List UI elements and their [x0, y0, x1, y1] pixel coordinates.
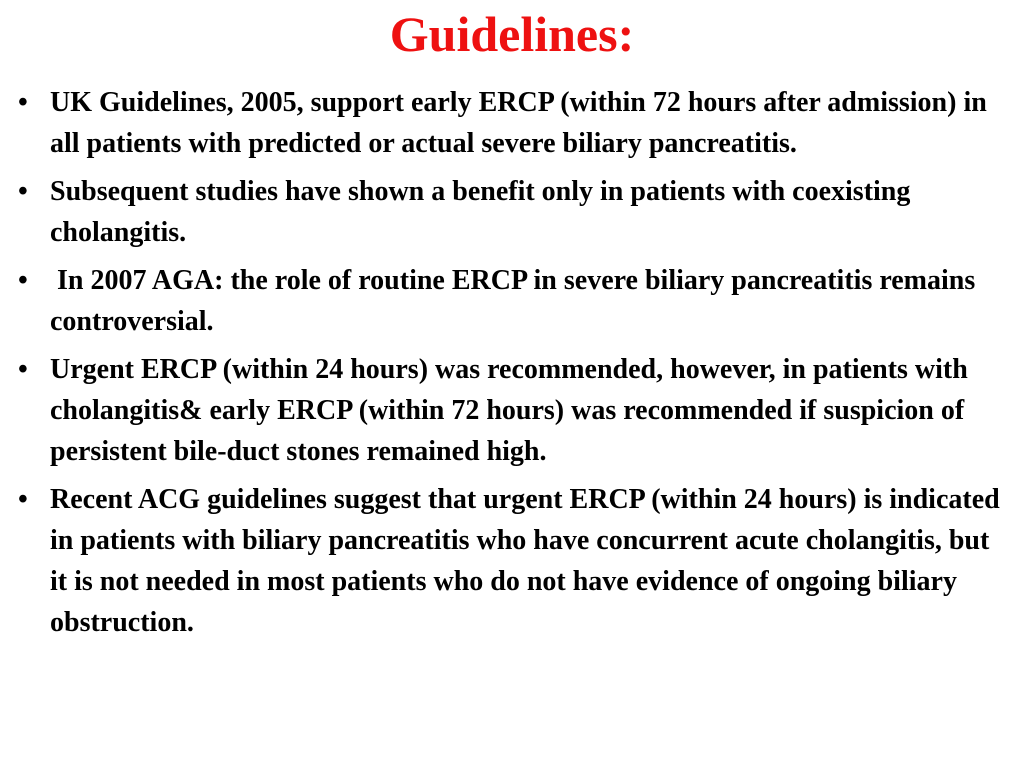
bullet-text: UK Guidelines, 2005, support early ERCP (within 72 hours after admission) in all patients with predicted or actual severe biliary pancreatitis. [50, 87, 994, 159]
bullet-text: Urgent ERCP (within 24 hours) was recommended, however, in patients with cholangitis& early ERCP (within 72 hours) was recommended if suspicion of persistent bile-duct stones remained high. [50, 354, 975, 467]
bullet-marker: • [18, 265, 28, 296]
bullet-marker: • [18, 484, 28, 515]
bullet-item [18, 479, 1008, 643]
bullet-text: In 2007 AGA: the role of routine ERCP in severe biliary pancreatitis remains controversial. [50, 265, 983, 337]
bullet-text: Subsequent studies have shown a benefit only in patients with coexisting cholangitis. [50, 176, 918, 248]
bullet-item [18, 171, 1008, 253]
bullet-list [18, 82, 1008, 650]
bullet-marker: • [18, 87, 28, 118]
bullet-marker: • [18, 176, 28, 207]
bullet-marker: • [18, 354, 28, 385]
slide-title: Guidelines: [389, 6, 635, 62]
bullet-item [18, 82, 1008, 164]
bullet-item [18, 349, 1008, 472]
bullet-text: Recent ACG guidelines suggest that urgent ERCP (within 24 hours) is indicated in patients with biliary pancreatitis who have concurrent acute cholangitis, but it is not needed in most patients who do not have evidence of ongoing biliary obstruction. [50, 484, 1007, 638]
bullet-item [18, 260, 1008, 342]
